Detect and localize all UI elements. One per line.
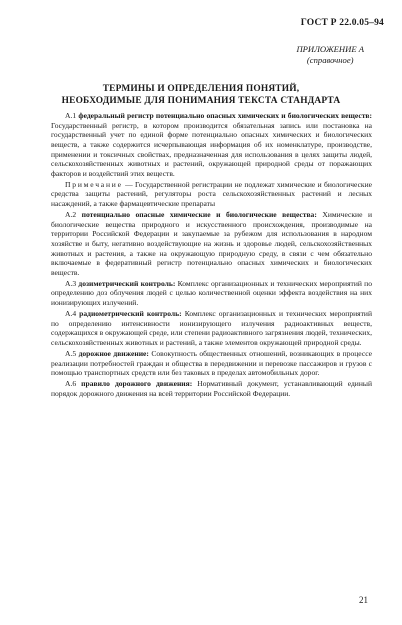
- appendix-title: ПРИЛОЖЕНИЕ А: [296, 44, 364, 54]
- definition-entry: [51, 379, 372, 398]
- entry-number: А.3: [65, 278, 77, 288]
- entry-term: радиометрический контроль:: [79, 309, 182, 319]
- appendix-heading: [296, 44, 364, 66]
- entry-text: Комплекс организационных и технических мероприятий по определению доз облучения людей с целью количественной оценки эффекта воздействия на них ионизирующих излучений.: [51, 278, 372, 308]
- entry-text: Совокупность общественных отношений, возникающих в процессе реализации потребностей граждан и общества в передвижении и перевозке пассажиров и грузов с помощью транспортных средств или без таковых в пределах автомобильных дорог.: [51, 348, 372, 378]
- entry-text: Химические и биологические вещества природного и искусственного происхождения, производимые на территории Российской Федерации и закупаемые за рубежом для использования в народном хозяйстве и быту, негативно воздействующие на жизнь и здоровье людей, сельскохозяйственных животных и растения, а также на окружающую природную среду, в связи с чем обязательно включаемые в федеративный регистр потенциально опасных химических и биологических веществ.: [51, 210, 372, 277]
- definition-entry: [51, 309, 372, 348]
- entry-number: А.5: [65, 348, 77, 358]
- entry-text: Государственный регистр, в котором производится обязательная запись или постановка на государственный учет по единой форме потенциально опасных химических и биологических веществ, а также содержится исчерпывающая информация об их номенклатуре, производстве, применении и токсичных свойствах, предназначенная для использования в целях защиты людей, сельскохозяйственных животных и растений, окружающей природной среды от поражающих факторов и воздействий этих веществ.: [51, 120, 372, 178]
- entry-term: дорожное движение:: [78, 348, 149, 358]
- entry-number: А.2: [65, 210, 77, 220]
- page-number: 21: [359, 595, 368, 605]
- entry-text: Нормативный документ, устанавливающий единый порядок дорожного движения на всей территории Российской Федерации.: [51, 379, 372, 398]
- section-title: [0, 83, 402, 107]
- note-text: — Государственной регистрации не подлежат химические и биологические средства защиты растений, регуляторы роста сельскохозяйственных растений и лесных насаждений, а также фармацевтические препараты: [51, 179, 372, 209]
- definition-entry: [51, 349, 372, 378]
- entry-term: федеральный регистр потенциально опасных химических и биологических веществ:: [78, 111, 372, 120]
- appendix-subtitle: (справочное): [306, 55, 354, 65]
- section-title-line-2: НЕОБХОДИМЫЕ ДЛЯ ПОНИМАНИЯ ТЕКСТА СТАНДАРТА: [61, 96, 341, 106]
- note-label: Примечание: [65, 179, 123, 189]
- entry-number: А.6: [65, 379, 77, 389]
- entry-term: правило дорожного движения:: [81, 379, 193, 389]
- document-id: ГОСТ Р 22.0.05–94: [300, 18, 384, 28]
- section-title-line-1: ТЕРМИНЫ И ОПРЕДЕЛЕНИЯ ПОНЯТИЙ,: [102, 84, 300, 94]
- entry-term: дозиметрический контроль:: [78, 278, 176, 288]
- entry-text: Комплекс организационных и технических мероприятий по определению интенсивности ионизирующего излучения радиоактивных веществ, содержащихся в окружающей среде, или степени радиоактивного загрязнения людей, технических, сельскохозяйственных животных и растений, а также элементов окружающей природной среды.: [51, 309, 372, 347]
- entry-number: А.1: [65, 111, 77, 120]
- document-body: [51, 111, 372, 400]
- definition-entry: [51, 279, 372, 308]
- entry-number: А.4: [65, 309, 77, 319]
- definition-entry: [51, 210, 372, 277]
- definition-entry: [51, 111, 372, 178]
- entry-term: потенциально опасные химические и биологические вещества:: [81, 210, 317, 220]
- note-paragraph: [51, 180, 372, 209]
